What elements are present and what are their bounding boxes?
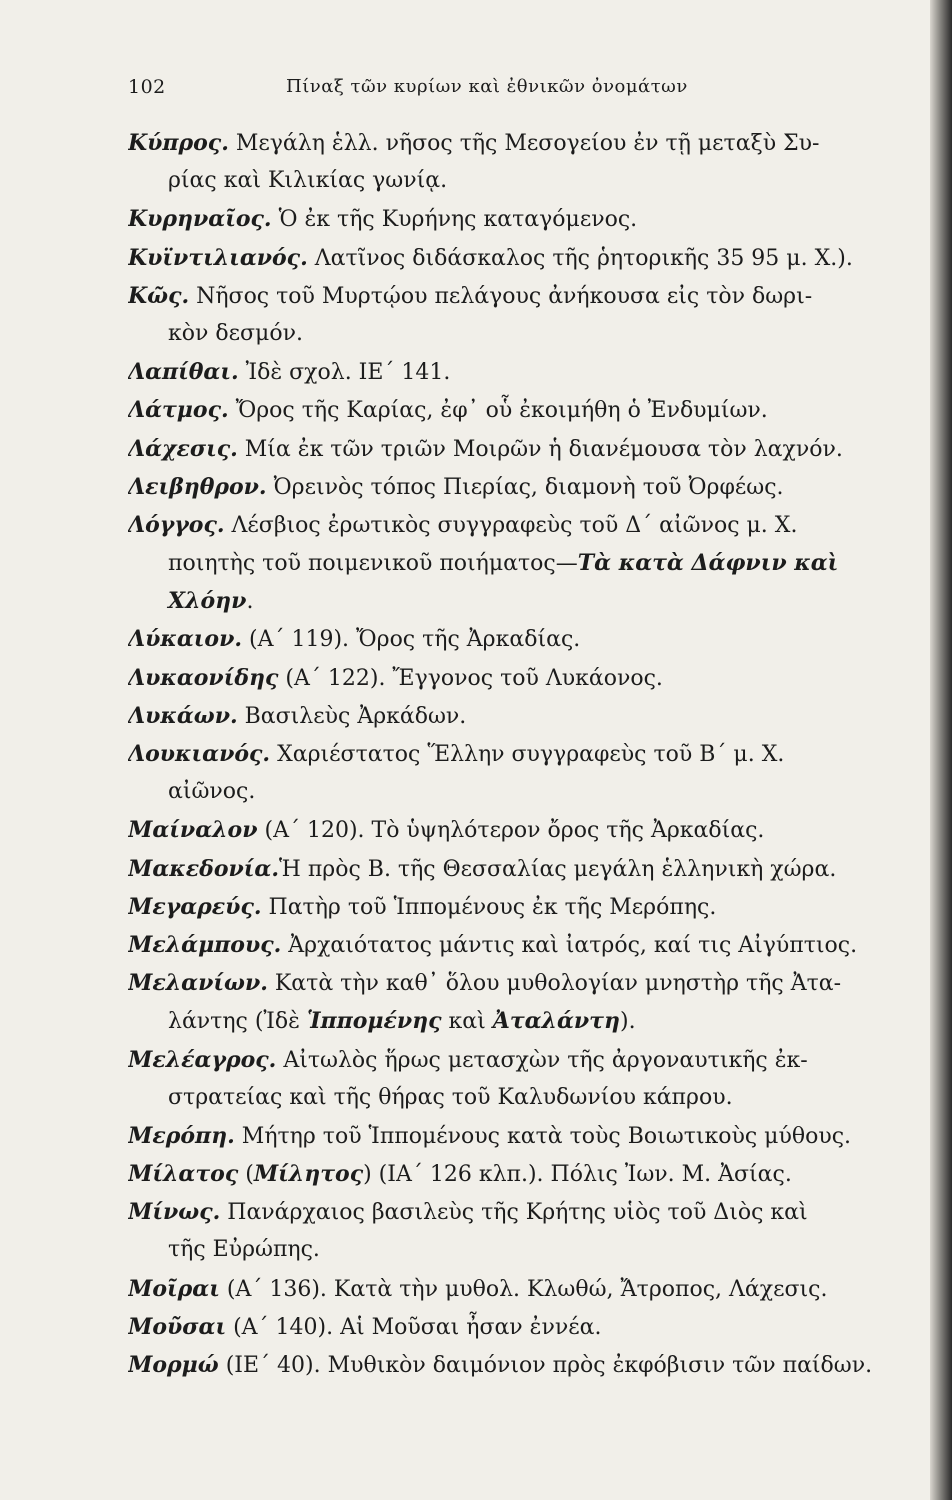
- entry-text: ).: [619, 1009, 636, 1035]
- entry-text: (ΙΕ΄ 40). Μυθικὸν δαιμόνιον πρὸς ἐκφόβισιν τῶν παίδων.: [218, 1353, 873, 1378]
- index-entries: [128, 124, 928, 1384]
- page-number: 102: [128, 76, 166, 98]
- entry-makedonia: [128, 850, 928, 888]
- entry-head: Κυρηναῖος.: [128, 206, 272, 233]
- entry-text: (Α΄ 140). Αἱ Μοῦσαι ἦσαν ἐννέα.: [226, 1314, 602, 1340]
- entry-text: ρίας καὶ Κιλικίας γωνίᾳ.: [168, 168, 448, 194]
- entry-kypros: [128, 124, 928, 200]
- entry-head: Μοῦσαι: [128, 1313, 227, 1340]
- entry-text: Ὀρεινὸς τόπος Πιερίας, διαμονὴ τοῦ Ὀρφέως.: [266, 474, 784, 500]
- work-title: Τὰ κατὰ Δάφνιν καὶ: [577, 550, 839, 577]
- entry-head: Μακεδονία.: [128, 855, 279, 882]
- entry-head: Κυϊντιλιανός.: [128, 244, 308, 271]
- entry-text: Ἀρχαιότατος μάντις καὶ ἰατρός, καί τις Αἰγύπτιος.: [281, 932, 858, 958]
- entry-lykaion: [128, 620, 928, 658]
- entry-text: (Α΄ 120). Τὸ ὑψηλότερον ὄρος τῆς Ἀρκαδίας.: [257, 818, 765, 844]
- entry-head: Λύκαιον.: [128, 626, 242, 653]
- entry-lapithai: [128, 353, 928, 391]
- entry-head: Μίνως.: [128, 1199, 221, 1226]
- cross-ref: Ἀταλάντη: [492, 1008, 620, 1035]
- entry-text: Μεγάλη ἑλλ. νῆσος τῆς Μεσογείου ἐν τῇ μεταξὺ Συ-: [228, 131, 820, 156]
- entry-longos: [128, 506, 928, 621]
- entry-head: Λουκιανός.: [128, 741, 271, 767]
- entry-head: Μίλατος: [128, 1161, 239, 1188]
- entry-head: Μελέαγρος.: [128, 1046, 277, 1073]
- entry-head: Λειβηθρον.: [128, 473, 267, 500]
- entry-head: Λάχεσις.: [128, 435, 238, 462]
- entry-latmos: [128, 391, 928, 429]
- scan-edge-shadow: [930, 0, 952, 1500]
- entry-head: Λάτμος.: [128, 397, 229, 424]
- entry-text: Νῆσος τοῦ Μυρτῴου πελάγους ἀνήκουσα εἰς τὸν δωρι-: [189, 283, 813, 309]
- entry-text: .: [246, 589, 254, 615]
- entry-melanion: [128, 964, 928, 1040]
- entry-milatos: [128, 1155, 928, 1193]
- entry-kyrenaios: [128, 200, 928, 238]
- entry-head: Μορμώ: [128, 1352, 219, 1378]
- entry-text: Ἰδὲ σχολ. ΙΕ΄ 141.: [238, 360, 451, 386]
- entry-text: Χαριέστατος Ἕλλην συγγραφεὺς τοῦ Β΄ μ. Χ.: [270, 742, 785, 767]
- entry-head: Λαπίθαι.: [128, 359, 239, 386]
- entry-lachesis: [128, 430, 928, 468]
- entry-head: Κῶς.: [128, 282, 190, 309]
- book-page: [128, 60, 928, 1480]
- entry-text: τῆς Εὐρώπης.: [168, 1237, 320, 1263]
- entry-lykaonides: [128, 659, 928, 697]
- entry-merope: [128, 1117, 928, 1155]
- entry-moirai: [128, 1270, 928, 1308]
- entry-head: Μερόπη.: [128, 1122, 235, 1149]
- entry-text: κὸν δεσμόν.: [168, 320, 303, 346]
- work-title: Χλόην: [168, 588, 247, 615]
- entry-head: Μαίναλον: [128, 817, 258, 844]
- entry-text: (: [238, 1162, 254, 1188]
- entry-head: Μεγαρεύς.: [128, 893, 262, 920]
- entry-text: Ἡ πρὸς Β. τῆς Θεσσαλίας μεγάλη ἑλληνικὴ χώρα.: [279, 856, 837, 882]
- entry-text: (Α΄ 122). Ἔγγονος τοῦ Λυκάονος.: [278, 665, 663, 691]
- entry-text: Πανάρχαιος βασιλεὺς τῆς Κρήτης υἱὸς τοῦ Διὸς καὶ: [220, 1200, 808, 1226]
- cross-ref: Ἱππομένης: [306, 1008, 442, 1035]
- entry-text: λάντης (Ἰδὲ: [168, 1009, 307, 1035]
- entry-text: καὶ: [441, 1009, 493, 1035]
- entry-head: Λυκάων.: [128, 702, 238, 729]
- entry-text: (Α΄ 136). Κατὰ τὴν μυθολ. Κλωθώ, Ἄτροπος, Λάχεσις.: [219, 1276, 828, 1302]
- entry-text: αἰῶνος.: [168, 779, 256, 805]
- entry-mormo: [128, 1346, 928, 1384]
- entry-text: στρατείας καὶ τῆς θήρας τοῦ Καλυδωνίου κάπρου.: [168, 1084, 733, 1110]
- page-header: [128, 76, 928, 110]
- entry-head: Μελάμπους.: [128, 931, 282, 958]
- entry-text: Βασιλεὺς Ἀρκάδων.: [237, 703, 467, 729]
- entry-text: ) (ΙΑ΄ 126 κλπ.). Πόλις Ἰων. Μ. Ἀσίας.: [363, 1162, 792, 1188]
- entry-text: Ὁ ἐκ τῆς Κυρήνης καταγόμενος.: [271, 207, 638, 233]
- entry-text: Μήτηρ τοῦ Ἱππομένους κατὰ τοὺς Βοιωτικοὺς μύθους.: [234, 1123, 852, 1149]
- entry-head: Μελανίων.: [128, 970, 268, 997]
- entry-text: Αἰτωλὸς ἥρως μετασχὼν τῆς ἀργοναυτικῆς ἐκ-: [276, 1047, 808, 1073]
- entry-text: ποιητὴς τοῦ ποιμενικοῦ ποιήματος—: [168, 551, 578, 577]
- running-title: Πίναξ τῶν κυρίων καὶ ἐθνικῶν ὀνομάτων: [286, 76, 688, 97]
- entry-meleagros: [128, 1041, 928, 1117]
- entry-leibethron: [128, 468, 928, 506]
- entry-text: Λατῖνος διδάσκαλος τῆς ῥητορικῆς 35 95 μ. Χ.).: [307, 245, 853, 271]
- entry-melampous: [128, 926, 928, 964]
- entry-text: Κατὰ τὴν καθ᾿ ὅλου μυθολογίαν μνηστὴρ τῆς Ἀτα-: [267, 971, 842, 997]
- entry-text: (Α΄ 119). Ὄρος τῆς Ἀρκαδίας.: [242, 627, 581, 653]
- entry-lykaon: [128, 697, 928, 735]
- entry-minos: [128, 1193, 928, 1269]
- entry-kyintilianos: [128, 239, 928, 277]
- entry-text: Πατὴρ τοῦ Ἱππομένους ἐκ τῆς Μερόπης.: [261, 894, 717, 920]
- entry-head: Λυκαονίδης: [128, 664, 279, 691]
- entry-head: Λόγγος.: [128, 511, 225, 538]
- variant-name: Μίλητος: [253, 1161, 364, 1188]
- entry-kos: [128, 277, 928, 353]
- entry-mainalon: [128, 811, 928, 849]
- entry-text: Μία ἐκ τῶν τριῶν Μοιρῶν ἡ διανέμουσα τὸν λαχνόν.: [237, 436, 843, 462]
- entry-mousai: [128, 1308, 928, 1346]
- entry-head: Μοῖραι: [128, 1275, 220, 1302]
- entry-loukianos: [128, 735, 928, 811]
- entry-text: Λέσβιος ἐρωτικὸς συγγραφεὺς τοῦ Δ΄ αἰῶνος μ. Χ.: [224, 512, 798, 538]
- entry-text: Ὄρος τῆς Καρίας, ἐφ᾿ οὗ ἐκοιμήθη ὁ Ἐνδυμίων.: [228, 398, 768, 424]
- entry-megareus: [128, 888, 928, 926]
- entry-head: Κύπρος.: [128, 130, 229, 156]
